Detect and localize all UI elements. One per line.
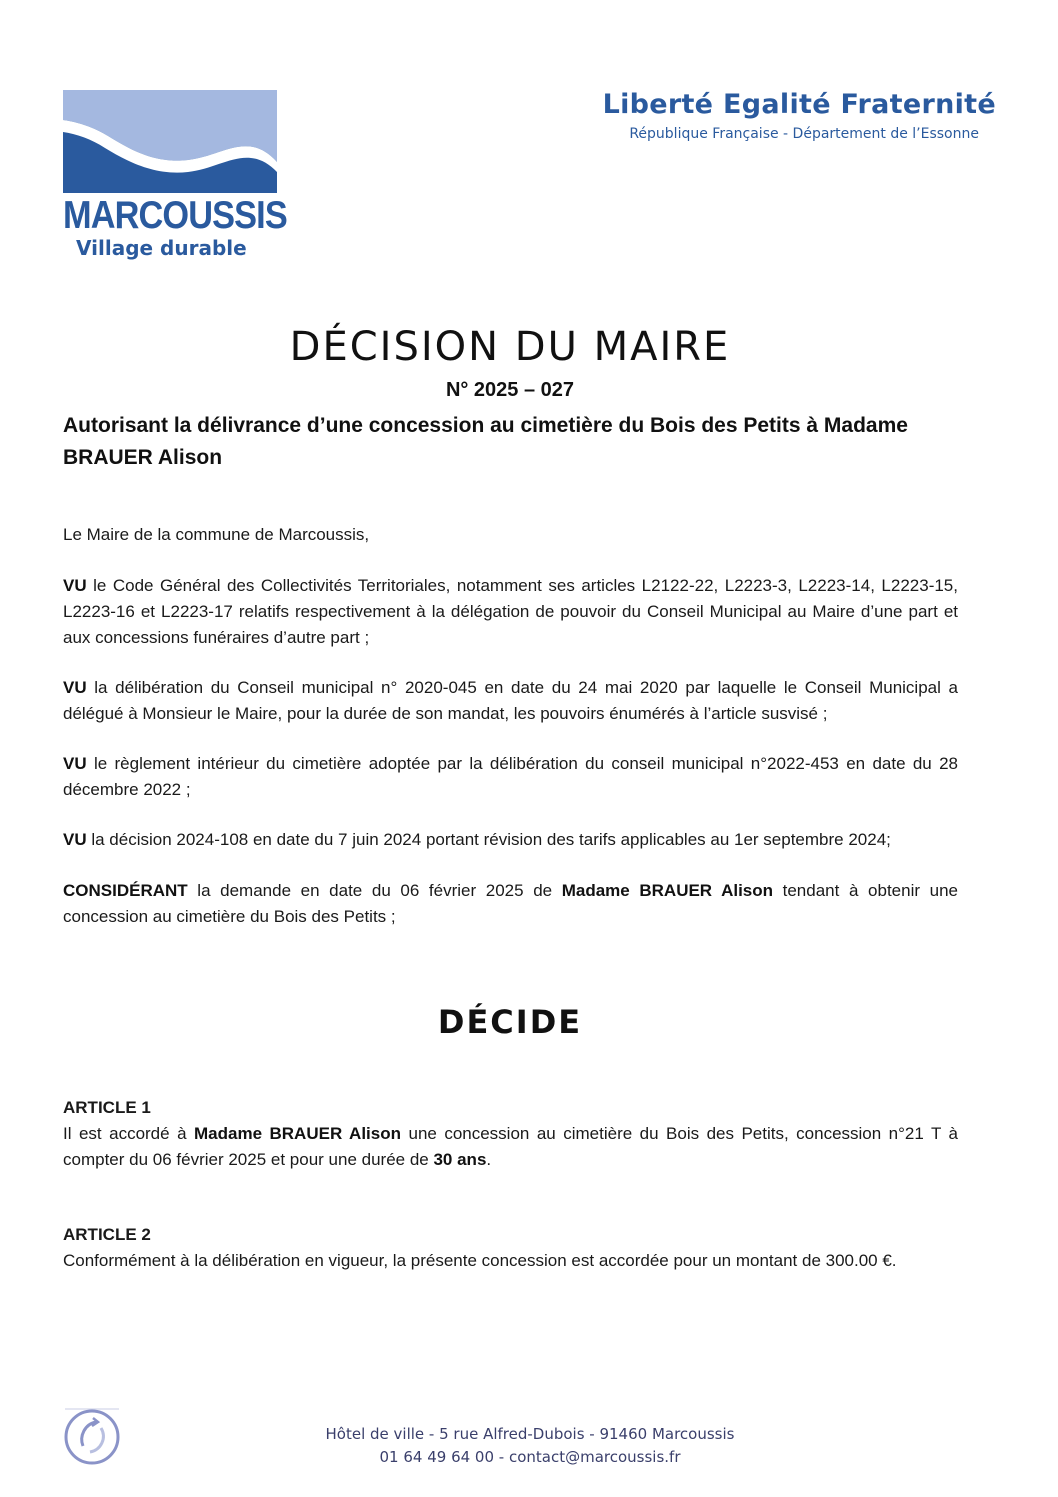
republic-header — [603, 86, 996, 144]
decision-subject: Autorisant la délivrance d’une concession au cimetière du Bois des Petits à Madame BRAUER Alison — [63, 414, 908, 469]
article-1-text-start: Il est accordé à — [63, 1124, 194, 1143]
republic-motto: Liberté Egalité Fraternité — [602, 89, 996, 120]
considerant-text-end: tendant à obtenir une concession au cimetière du Bois des Petits ; — [63, 881, 958, 926]
article-1-name: Madame BRAUER Alison — [194, 1124, 402, 1143]
visa-paragraph-4 — [63, 827, 958, 853]
article-1-text-middle: une concession au cimetière du Bois des Petits, concession n°21 T à compter du 06 février 2025 et pour une durée de — [63, 1124, 959, 1169]
article-1-title: ARTICLE 1 — [63, 1098, 151, 1117]
article-2-text: Conformément à la délibération en vigueur, la présente concession est accordée pour un montant de 300.00 €. — [63, 1251, 897, 1270]
visa-text: le règlement intérieur du cimetière adoptée par la délibération du conseil municipal n°2022-453 en date du 28 décembre 2022 ; — [63, 754, 958, 799]
article-1-text — [63, 1121, 958, 1173]
article-2 — [63, 1222, 958, 1274]
article-2-title: ARTICLE 2 — [63, 1225, 151, 1244]
logo-name: MARCOUSSIS — [63, 194, 287, 237]
considerant-keyword: CONSIDÉRANT — [63, 881, 188, 900]
visa-paragraph-1 — [63, 573, 958, 651]
footer-contact: 01 64 49 64 00 - contact@marcoussis.fr — [379, 1448, 681, 1466]
document-title: DÉCISION DU MAIRE — [289, 324, 731, 370]
decision-number: N° 2025 – 027 — [445, 379, 575, 401]
visa-keyword: VU — [63, 678, 87, 697]
footer-address: Hôtel de ville - 5 rue Alfred-Dubois - 91460 Marcoussis — [325, 1425, 735, 1443]
wave-logo-icon — [63, 90, 277, 193]
visa-keyword: VU — [63, 754, 87, 773]
article-1 — [63, 1095, 958, 1173]
visa-paragraph-3 — [63, 751, 958, 803]
visa-paragraph-2 — [63, 675, 958, 727]
article-1-text-end: . — [486, 1150, 492, 1169]
visa-text: le Code Général des Collectivités Territoriales, notamment ses articles L2122-22, L2223-3, L2223-14, L2223-15, L2223-16 et L2223-17 relatifs respectivement à la délégation de pouvoir du Conseil Municipal au Maire d’une part et aux concessions funéraires d’autre part ; — [63, 576, 958, 647]
footer — [0, 1423, 1058, 1469]
logo-tagline: Village durable — [76, 236, 247, 260]
article-1-duration: 30 ans — [433, 1150, 487, 1169]
decide-heading: DÉCIDE — [437, 1003, 583, 1041]
visa-keyword: VU — [63, 576, 87, 595]
visa-keyword: VU — [63, 830, 87, 849]
republic-subtitle: République Française - Département de l’Essonne — [629, 126, 979, 142]
considerant-text: la demande en date du 06 février 2025 de — [187, 881, 562, 900]
visa-text: la délibération du Conseil municipal n° 2020-045 en date du 24 mai 2020 par laquelle le Conseil Municipal a délégué à Monsieur le Maire, pour la durée de son mandat, les pouvoirs énumérés à l’article susvisé ; — [63, 678, 958, 723]
marcoussis-logo — [63, 90, 287, 260]
visa-text: la décision 2024-108 en date du 7 juin 2024 portant révision des tarifs applicables au 1er septembre 2024; — [86, 830, 891, 849]
intro-paragraph: Le Maire de la commune de Marcoussis, — [63, 525, 370, 544]
considerant-paragraph — [63, 878, 958, 930]
applicant-name: Madame BRAUER Alison — [561, 881, 774, 900]
